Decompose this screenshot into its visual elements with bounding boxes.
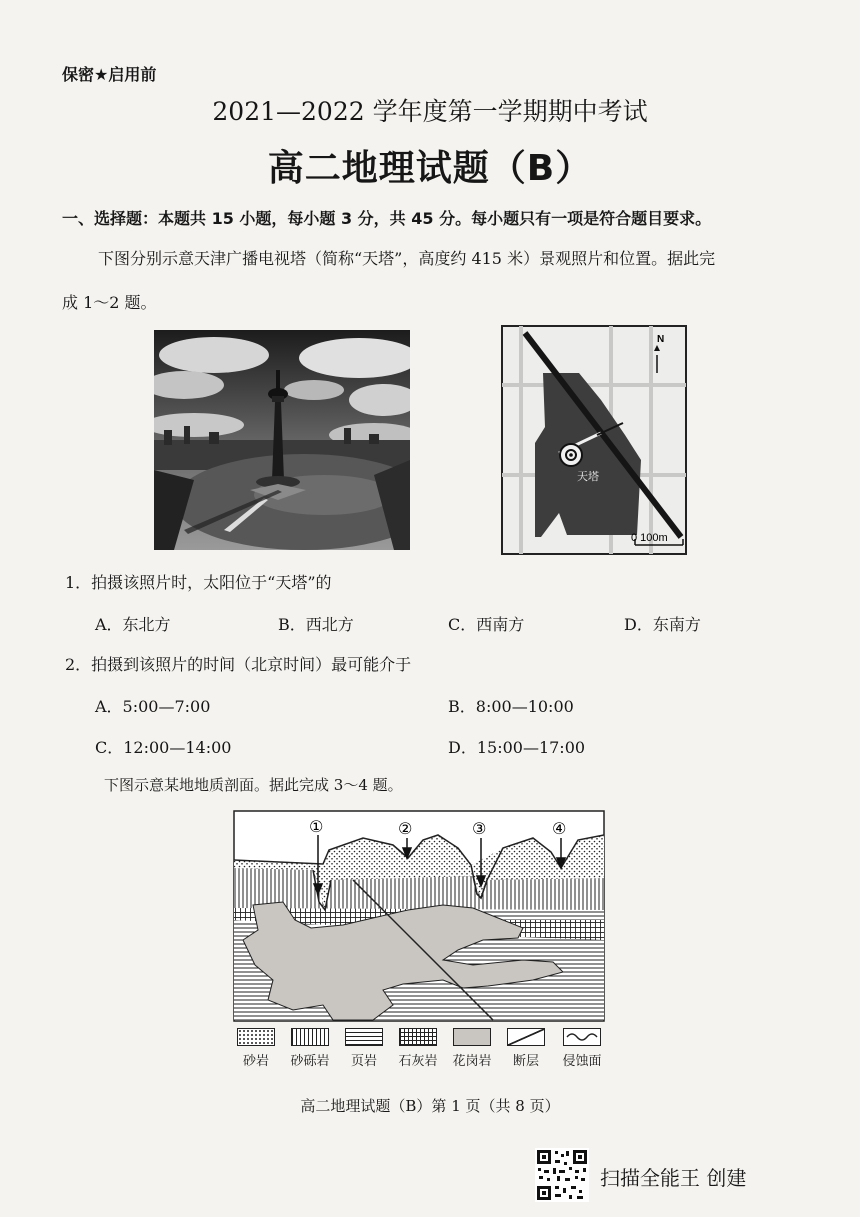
- section-heading: 一、选择题：本题共 15 小题，每小题 3 分，共 45 分。每小题只有一项是符合题目要求。: [62, 209, 712, 228]
- tower-map-label: 天塔: [577, 470, 599, 483]
- north-arrow-label: N: [657, 334, 665, 345]
- geology-intro-text: 下图示意某地地质剖面。据此完成 3～4 题。: [104, 776, 403, 794]
- legend-label: 砂砾岩: [290, 1054, 330, 1069]
- legend-label: 花岗岩: [452, 1054, 492, 1069]
- geology-marker-3: ③: [472, 819, 487, 838]
- scanner-watermark: 扫描全能王 创建: [600, 1166, 747, 1190]
- intro-text-line-1: 下图分别示意天津广播电视塔（简称“天塔”，高度约 415 米）景观照片和位置。据此完: [98, 249, 716, 268]
- legend-label: 石灰岩: [398, 1054, 438, 1069]
- legend-item-sandstone: [234, 1028, 278, 1069]
- question-1-stem: 1．拍摄该照片时，太阳位于“天塔”的: [65, 573, 332, 592]
- question-1-option-d: D．东南方: [624, 615, 701, 634]
- limestone-swatch: [399, 1028, 437, 1046]
- erosion-wave-icon: [564, 1029, 600, 1045]
- legend-item-conglomerate: [288, 1028, 332, 1069]
- location-map-image: [501, 325, 687, 555]
- geology-legend: [234, 1028, 606, 1074]
- erosion-surface-swatch: [563, 1028, 601, 1046]
- legend-item-limestone: [396, 1028, 440, 1069]
- question-1-option-c: C．西南方: [448, 615, 525, 634]
- question-2-option-b: B．8:00—10:00: [448, 697, 574, 716]
- question-1-option-b: B．西北方: [278, 615, 354, 634]
- scale-label: 0 100m: [631, 532, 668, 544]
- legend-label: 侵蚀面: [562, 1054, 602, 1069]
- qr-code-image: [535, 1148, 589, 1202]
- geology-profile-image: [233, 810, 605, 1022]
- sandstone-swatch: [237, 1028, 275, 1046]
- qr-code-icon: [535, 1148, 589, 1202]
- page-footer: 高二地理试题（B）第 1 页（共 8 页）: [300, 1097, 560, 1115]
- question-2-option-a: A．5:00—7:00: [95, 697, 211, 716]
- legend-item-granite: [450, 1028, 494, 1069]
- geology-marker-2: ②: [398, 819, 413, 838]
- question-2-stem: 2．拍摄到该照片的时间（北京时间）最可能介于: [65, 655, 412, 674]
- question-2-option-d: D．15:00—17:00: [448, 738, 586, 757]
- geology-marker-4: ④: [552, 819, 567, 838]
- granite-swatch: [453, 1028, 491, 1046]
- shale-swatch: [345, 1028, 383, 1046]
- geology-profile: [233, 810, 605, 1022]
- conglomerate-swatch: [291, 1028, 329, 1046]
- intro-text-line-2: 成 1～2 题。: [62, 293, 157, 312]
- legend-label: 砂岩: [242, 1054, 269, 1069]
- tower-photo: [154, 330, 410, 550]
- confidential-label: 保密★启用前: [62, 65, 157, 84]
- tower-photo-image: [154, 330, 410, 550]
- geology-marker-1: ①: [309, 817, 324, 836]
- exam-title: 2021—2022 学年度第一学期期中考试: [212, 97, 648, 126]
- legend-item-shale: [342, 1028, 386, 1069]
- legend-item-erosion-surface: [560, 1028, 604, 1069]
- legend-item-fault: [504, 1028, 548, 1069]
- question-2-option-c: C．12:00—14:00: [95, 738, 232, 757]
- legend-label: 断层: [512, 1054, 539, 1069]
- legend-label: 页岩: [350, 1054, 377, 1069]
- location-map: [501, 325, 687, 555]
- fault-swatch: [507, 1028, 545, 1046]
- subject-title: 高二地理试题（B）: [267, 148, 593, 189]
- question-1-option-a: A．东北方: [95, 615, 171, 634]
